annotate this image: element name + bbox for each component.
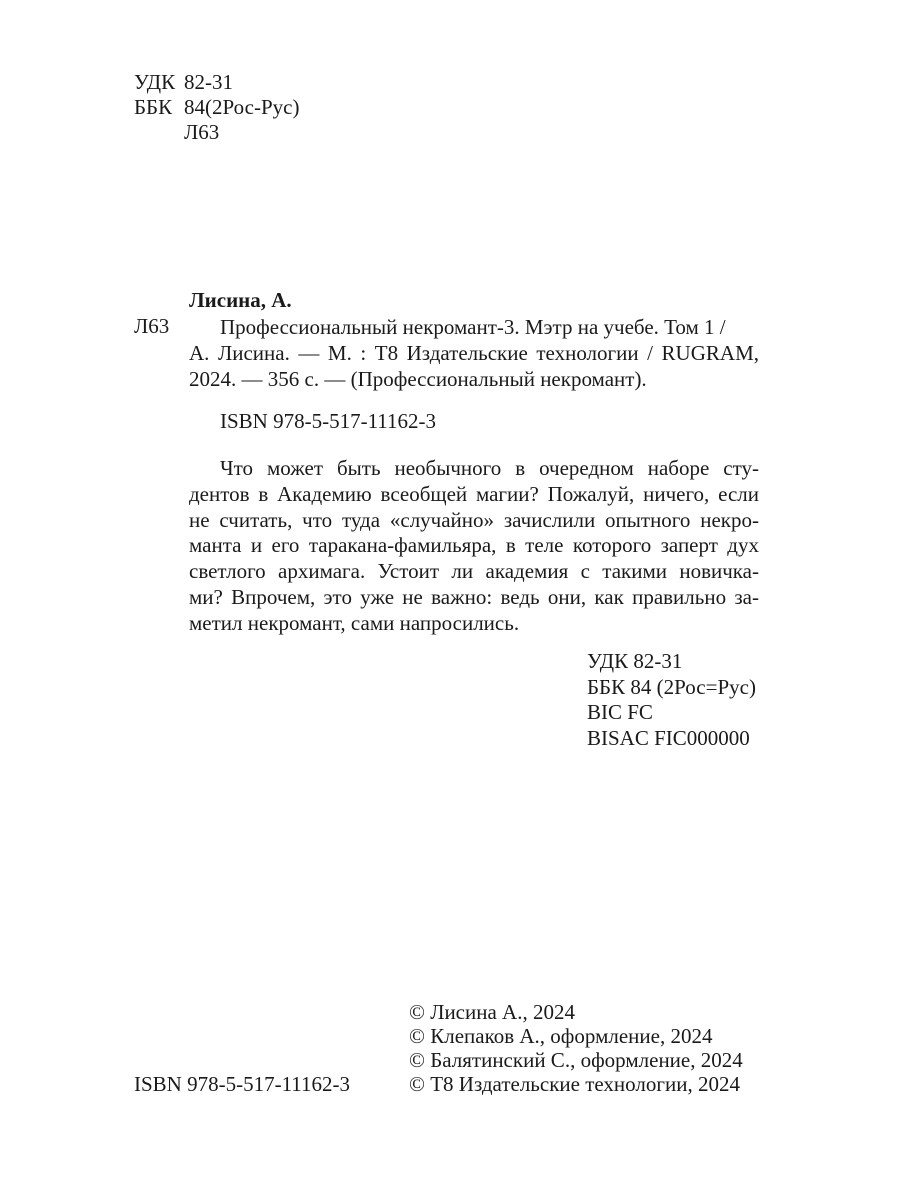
record-author: Лисина, А. bbox=[189, 288, 292, 312]
author-mark-row bbox=[134, 120, 299, 145]
udk-value: 82-31 bbox=[184, 70, 233, 94]
annotation-line: светлого архимага. Устоит ли академия с такими новичка- bbox=[189, 559, 759, 584]
udk-row bbox=[134, 70, 299, 95]
annotation-line: Что может быть необычного в очередном наборе сту- bbox=[220, 456, 759, 480]
annotation-line: не считать, что туда «случайно» зачислили опытного некро- bbox=[189, 507, 759, 532]
udk-code: УДК 82-31 bbox=[587, 649, 683, 673]
bic-code: BIC FC bbox=[587, 700, 653, 724]
bbk-value: 84(2Рос-Рус) bbox=[184, 95, 300, 119]
bibliographic-record bbox=[189, 314, 759, 392]
bisac-code: BISAC FIC000000 bbox=[587, 725, 750, 750]
bbk-row bbox=[134, 95, 299, 120]
annotation-line: ми? Впрочем, это уже не важно: ведь они, как правильно за- bbox=[189, 584, 759, 609]
copyright-line: © Балятинский С., оформление, 2024 bbox=[409, 1048, 743, 1072]
annotation bbox=[189, 456, 759, 637]
copyright-line: © Лисина А., 2024 bbox=[409, 1000, 575, 1024]
classification-right bbox=[587, 649, 756, 751]
annotation-line: метил некромант, сами напросились. bbox=[189, 610, 520, 635]
record-code-label: Л63 bbox=[134, 314, 170, 338]
classification-top bbox=[134, 70, 299, 145]
bbk-key: ББК bbox=[134, 95, 173, 119]
annotation-line: манта и его таракана-фамильяра, в теле которого заперт дух bbox=[189, 533, 759, 558]
annotation-line: дентов в Академию всеобщей магии? Пожалуй, ничего, если bbox=[189, 481, 759, 506]
record-line: А. Лисина. — М. : Т8 Издательские технологии / RUGRAM, bbox=[189, 341, 759, 365]
copyright-line: © Т8 Издательские технологии, 2024 bbox=[409, 1072, 740, 1096]
author-mark: Л63 bbox=[184, 120, 220, 144]
copyright-line: © Клепаков А., оформление, 2024 bbox=[409, 1024, 713, 1048]
record-isbn: ISBN 978-5-517-11162-3 bbox=[220, 409, 437, 433]
record-line: 2024. — 356 с. — (Профессиональный некромант). bbox=[189, 367, 647, 391]
copyright-block bbox=[409, 1000, 743, 1096]
udk-key: УДК bbox=[134, 70, 176, 94]
bbk-code: ББК 84 (2Рос=Рус) bbox=[587, 674, 756, 699]
record-line: Профессиональный некромант-3. Мэтр на учебе. Том 1 / bbox=[220, 315, 726, 339]
footer-isbn: ISBN 978-5-517-11162-3 bbox=[134, 1072, 351, 1096]
